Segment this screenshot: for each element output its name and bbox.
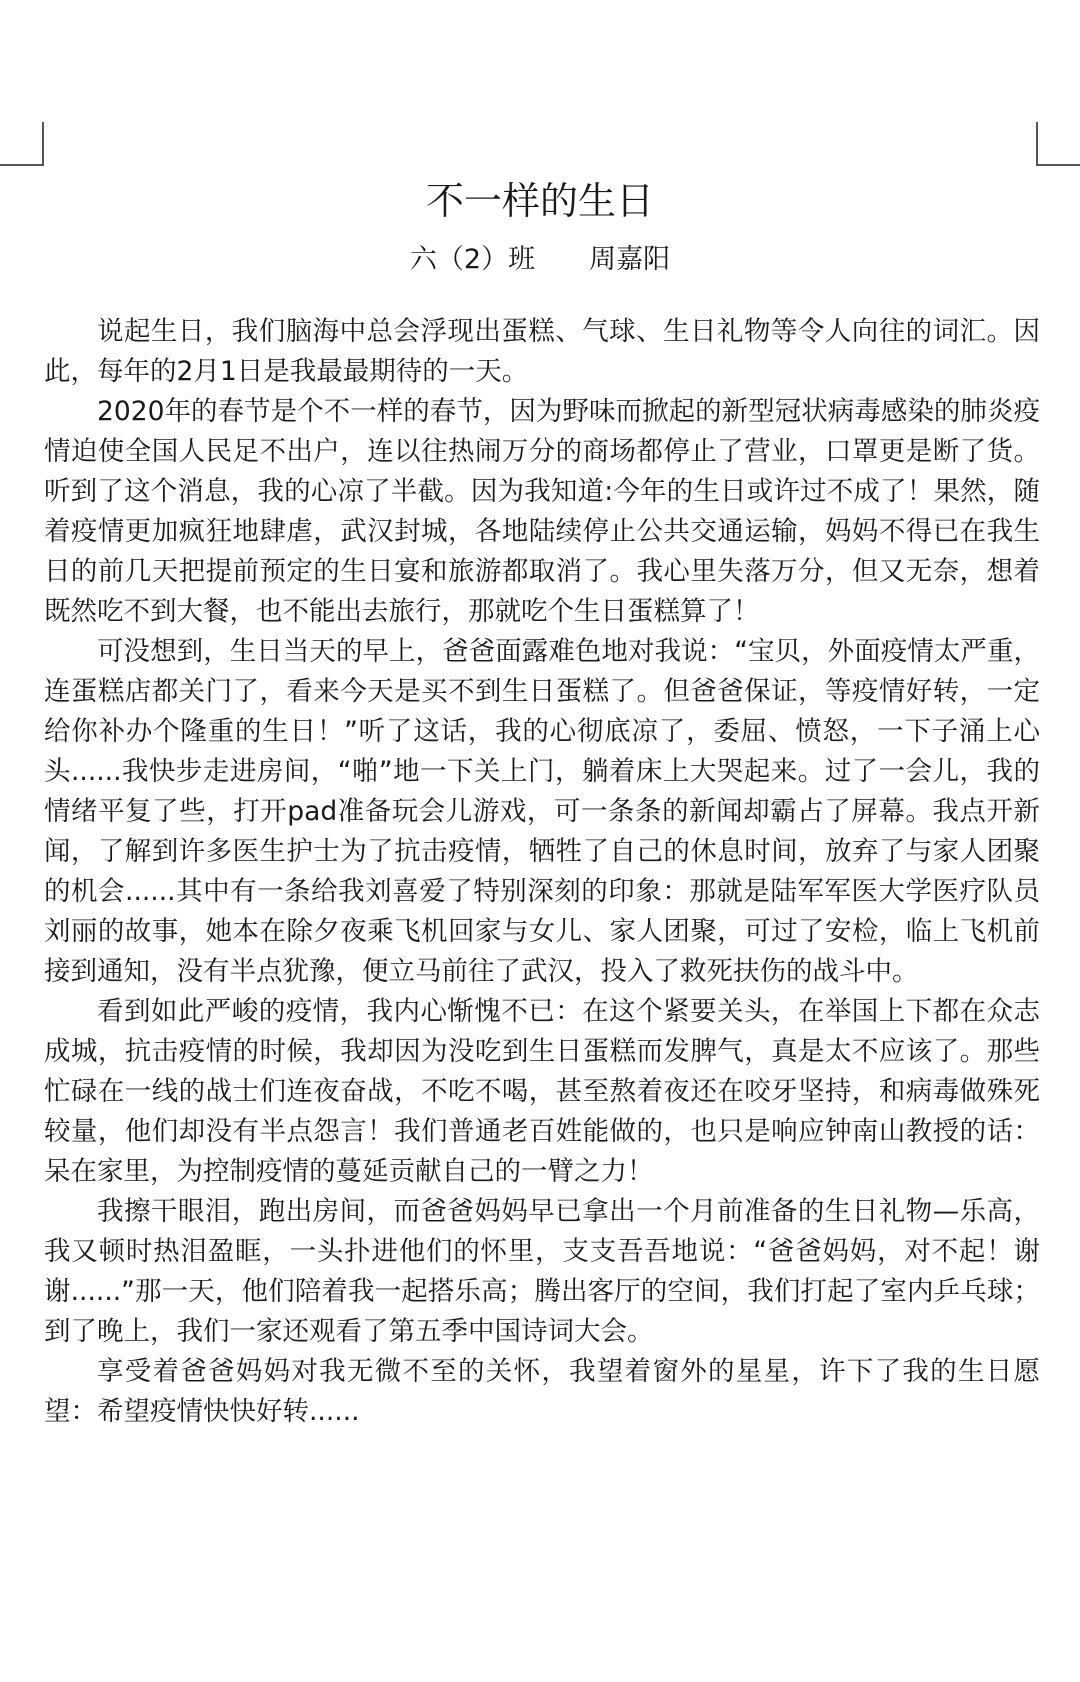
page-corner-mark-left — [0, 122, 44, 166]
paragraph-3: 可没想到，生日当天的早上，爸爸面露难色地对我说：“宝贝，外面疫情太严重，连蛋糕店都关门了，看来今天是买不到生日蛋糕了。但爸爸保证，等疫情好转，一定给你补办个隆重的生日！”听了这话，我的心彻底凉了，委屈、愤怒，一下子涌上心头......我快步走进房间，“啪”地一下关上门，躺着床上大哭起来。过了一会儿，我的情绪平复了些，打开pad准备玩会儿游戏，可一条条的新闻却霸占了屏幕。我点开新闻，了解到许多医生护士为了抗击疫情，牺牲了自己的休息时间，放弃了与家人团聚的机会......其中有一条给我刘喜爱了特别深刻的印象：那就是陆军军医大学医疗队员刘丽的故事，她本在除夕夜乘飞机回家与女儿、家人团聚，可过了安检，临上飞机前接到通知，没有半点犹豫，便立马前往了武汉，投入了救死扶伤的战斗中。 — [44, 636, 1040, 987]
author-byline: 六（2）班 周嘉阳 — [409, 244, 671, 275]
paragraph-1: 说起生日，我们脑海中总会浮现出蛋糕、气球、生日礼物等令人向往的词汇。因此，每年的2月1日是我最最期待的一天。 — [44, 316, 1040, 387]
paragraph-2: 2020年的春节是个不一样的春节，因为野味而掀起的新型冠状病毒感染的肺炎疫情迫使全国人民足不出户，连以往热闹万分的商场都停止了营业，口罩更是断了货。听到了这个消息，我的心凉了半截。因为我知道:今年的生日或许过不成了！果然，随着疫情更加疯狂地肆虐，武汉封城，各地陆续停止公共交通运输，妈妈不得已在我生日的前几天把提前预定的生日宴和旅游都取消了。我心里失落万分，但又无奈，想着既然吃不到大餐，也不能出去旅行，那就吃个生日蛋糕算了！ — [44, 396, 1040, 627]
paragraph-6: 享受着爸爸妈妈对我无微不至的关怀，我望着窗外的星星，许下了我的生日愿望：希望疫情快快好转...... — [44, 1356, 1040, 1427]
page-corner-mark-right — [1036, 122, 1080, 166]
paragraph-4: 看到如此严峻的疫情，我内心惭愧不已：在这个紧要关头，在举国上下都在众志成城，抗击疫情的时候，我却因为没吃到生日蛋糕而发脾气，真是太不应该了。那些忙碌在一线的战士们连夜奋战，不吃不喝，甚至熬着夜还在咬牙坚持，和病毒做殊死较量，他们却没有半点怨言！我们普通老百姓能做的，也只是响应钟南山教授的话：呆在家里，为控制疫情的蔓延贡献自己的一臂之力！ — [44, 996, 1040, 1187]
document-body — [44, 312, 1040, 1432]
paragraph-5: 我擦干眼泪，跑出房间，而爸爸妈妈早已拿出一个月前准备的生日礼物—乐高，我又顿时热泪盈眶，一头扑进他们的怀里，支支吾吾地说：“爸爸妈妈，对不起！谢谢......”那一天，他们陪着我一起搭乐高；腾出客厅的空间，我们打起了室内乒乓球；到了晚上，我们一家还观看了第五季中国诗词大会。 — [44, 1196, 1040, 1347]
document-title: 不一样的生日 — [425, 179, 654, 223]
